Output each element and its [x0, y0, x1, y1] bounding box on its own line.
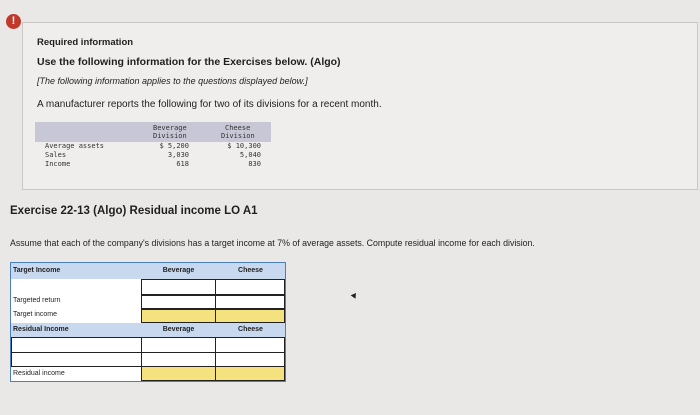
division-data-table — [35, 122, 271, 180]
target-beverage-column-header: Beverage — [162, 267, 195, 274]
cheese-income: 830 — [248, 160, 261, 168]
beverage-targeted-return-input[interactable] — [141, 295, 216, 309]
exercise-instruction: Assume that each of the company's divisions has a target income at 7% of average assets. Compute residual income for each division. — [10, 238, 535, 248]
applies-note: [The following information applies to the questions displayed below.] — [37, 76, 308, 86]
beverage-residual-input-2[interactable] — [141, 352, 216, 367]
beverage-income: 618 — [176, 160, 189, 168]
target-cheese-column-header: Cheese — [238, 267, 263, 274]
manufacturer-statement: A manufacturer reports the following for two of its divisions for a recent month. — [37, 99, 382, 110]
mouse-cursor-icon — [351, 291, 359, 299]
cheese-header-line1: Cheese — [225, 124, 251, 132]
beverage-sales: 3,030 — [167, 151, 189, 159]
beverage-residual-input-1[interactable] — [141, 337, 216, 353]
residual-income-label: Residual income — [13, 370, 65, 377]
row-label-sales: Sales — [45, 151, 67, 159]
residual-income-worksheet — [10, 262, 286, 382]
beverage-residual-income-input[interactable] — [141, 366, 216, 381]
residual-cheese-column-header: Cheese — [238, 326, 263, 333]
beverage-target-income-input[interactable] — [141, 309, 216, 323]
required-information-heading: Required information — [37, 37, 134, 48]
residual-row-label-input-2[interactable] — [11, 352, 142, 367]
alert-icon: ! — [6, 14, 21, 29]
target-income-header-row — [11, 263, 285, 279]
residual-beverage-column-header: Beverage — [162, 326, 195, 333]
cheese-blank-input[interactable] — [215, 279, 285, 295]
cheese-average-assets: $ 10,300 — [227, 142, 261, 150]
beverage-average-assets: $ 5,200 — [159, 142, 189, 150]
use-following-heading: Use the following information for the Exercises below. (Algo) — [37, 56, 341, 68]
cheese-header-line2: Division — [221, 132, 255, 140]
beverage-blank-input[interactable] — [141, 279, 216, 295]
cheese-residual-input-2[interactable] — [215, 352, 285, 367]
residual-row-label-input-1[interactable] — [11, 337, 142, 353]
beverage-header-line1: Beverage — [153, 124, 187, 132]
beverage-header-line2: Division — [153, 132, 187, 140]
cheese-target-income-input[interactable] — [215, 309, 285, 323]
cheese-targeted-return-input[interactable] — [215, 295, 285, 309]
target-income-header-label: Target Income — [13, 267, 61, 274]
residual-income-header-label: Residual Income — [13, 326, 69, 333]
row-label-income: Income — [45, 160, 71, 168]
required-information-box — [22, 22, 698, 190]
targeted-return-label: Targeted return — [13, 297, 61, 304]
row-label-average-assets: Average assets — [45, 142, 105, 150]
residual-income-header-row — [11, 323, 285, 337]
target-income-label: Target income — [13, 311, 57, 318]
cheese-residual-input-1[interactable] — [215, 337, 285, 353]
cheese-residual-income-input[interactable] — [215, 366, 285, 381]
cheese-sales: 5,040 — [239, 151, 261, 159]
exercise-title: Exercise 22-13 (Algo) Residual income LO A1 — [10, 205, 258, 217]
